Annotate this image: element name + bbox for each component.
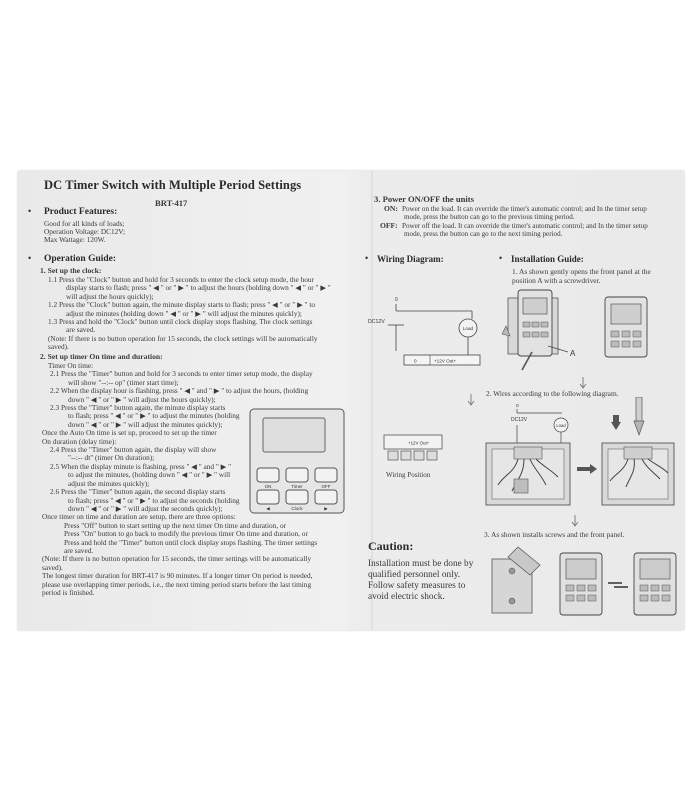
timer-line: period is finished. xyxy=(42,587,95,597)
clock-step-line: 1.2 Press the "Clock" button again, the minute display starts to flash; press " ◀ " or " ▶ " to xyxy=(48,300,316,310)
install-step2-text: 2. Wires according to the following diagram. xyxy=(486,389,619,398)
timer-line: to adjust the minutes, (holding down " ◀ " or " ▶ " will xyxy=(68,470,231,480)
timer-button xyxy=(286,468,308,482)
right-button xyxy=(315,490,337,504)
feature-line: Max Wattage: 120W. xyxy=(44,235,106,244)
operation-heading: Operation Guide: xyxy=(44,254,117,264)
timer-line: 2.6 Press the "Timer" button again, the second display starts xyxy=(50,487,226,497)
power-off-text: Power off the load. It can override the timer's automatic control; and In the timer setup xyxy=(402,222,648,230)
caution-line: avoid electric shock. xyxy=(368,592,445,602)
terminal-zero: 0 xyxy=(414,358,417,364)
timer-heading: 2. Set up timer On time and duration: xyxy=(40,352,163,361)
caution-line: Follow safety measures to xyxy=(368,581,466,591)
power-on-text: Power on the load. It can override the timer's automatic control; and In the timer setup xyxy=(402,205,647,213)
timer-button-label: Timer xyxy=(291,484,303,489)
marker-a: A xyxy=(570,349,576,358)
timer-line: On duration (delay time): xyxy=(42,436,117,446)
clock-button-label: Clock xyxy=(291,506,303,511)
timer-line: 2.2 When the display hour is flashing, press " ◀ " and " ▶ " to adjust the hours, (holding xyxy=(50,386,309,396)
power-on-label: ON: xyxy=(384,204,398,213)
panel-display xyxy=(263,418,325,452)
clock-step-line: are saved. xyxy=(66,325,96,335)
left-arrow-label: ◀ xyxy=(266,506,270,511)
on-button xyxy=(257,468,279,482)
features-heading: Product Features: xyxy=(44,207,118,217)
wired-box-illustration-left xyxy=(484,439,572,509)
bullet-icon: • xyxy=(28,253,32,263)
bullet-icon: • xyxy=(365,253,369,263)
load-label: Load xyxy=(462,326,474,331)
timer-line: adjust the minutes quickly); xyxy=(68,478,150,488)
off-button xyxy=(315,468,337,482)
step2-load: Load xyxy=(556,423,566,428)
power-off-text: mode, press the button can go to the next timing period. xyxy=(404,230,563,238)
wired-box-illustration-right xyxy=(600,439,676,509)
on-button-label: ON xyxy=(264,484,272,489)
timer-line: Timer On time: xyxy=(48,361,94,370)
down-arrow-icon xyxy=(466,393,476,407)
feature-line: Good for all kinds of loads; xyxy=(44,219,125,228)
timer-line: 2.5 When the display minute is flashing, press " ◀ " and " ▶ " xyxy=(50,461,232,471)
bullet-icon: • xyxy=(499,253,503,263)
wire-zero-label: 0 xyxy=(395,297,398,303)
down-arrow-icon xyxy=(578,376,588,390)
feature-line: Operation Voltage: DC12V; xyxy=(44,227,126,236)
power-off-label: OFF: xyxy=(380,221,398,230)
timer-line: Once the Auto On time is set up, proceed to set up the timer xyxy=(42,428,217,438)
model-number: BRT-417 xyxy=(155,198,188,208)
caution-heading: Caution: xyxy=(368,539,414,553)
right-arrow-icon xyxy=(576,463,598,475)
power-heading: 3. Power ON/OFF the units xyxy=(374,194,475,204)
timer-line: will show "--:-- op" (timer start time); xyxy=(68,377,179,387)
document-title: DC Timer Switch with Multiple Period Settings xyxy=(44,178,302,192)
clock-step-line: (Note: If there is no button operation for 15 seconds, the clock settings will be automatically xyxy=(48,333,318,343)
timer-line: Once timer on time and duration are setup, there are three options: xyxy=(42,512,236,522)
timer-line: 2.4 Press the "Timer" button again, the display will show xyxy=(50,445,217,455)
clock-step-line: adjust the minutes (holding down " ◀ " or " ▶ " will adjust the minutes quickly); xyxy=(66,308,302,318)
install-step1-text: 1. As shown gently opens the front panel at the xyxy=(512,267,651,276)
bullet-icon: • xyxy=(28,206,32,216)
timer-line: 2.1 Press the "Timer" button and hold for 3 seconds to enter timer setup mode, the display xyxy=(50,369,313,379)
clock-heading: 1. Set up the clock: xyxy=(40,266,102,275)
timer-line: to flash; press " ◀ " or " ▶ " to adjust the seconds (holding xyxy=(68,495,240,505)
timer-line: saved). xyxy=(42,562,63,572)
timer-line: down " ◀ " or " ▶ " will adjust the minutes quickly); xyxy=(68,419,223,429)
clock-button xyxy=(286,490,308,504)
timer-line: down " ◀ " or " ▶ " will adjust the seconds quickly); xyxy=(68,503,223,513)
clock-step-line: will adjust the hours quickly); xyxy=(66,291,154,301)
timer-line: down " ◀ " or " ▶ " will adjust the hours quickly); xyxy=(68,394,216,404)
clock-step-line: saved). xyxy=(48,342,69,352)
wiring-position-caption: Wiring Position xyxy=(386,471,431,479)
timer-line: are saved. xyxy=(64,545,94,555)
dc12v-label: DC12V xyxy=(368,319,385,325)
step2-dc12v: DC12V xyxy=(511,417,528,423)
timer-line: (Note: If there is no button operation for 15 seconds, the timer settings will be automatically xyxy=(42,554,312,564)
terminal-out: +12V Out+ xyxy=(434,358,457,364)
timer-line: Press "On" button to go back to modify the previous timer On time and duration, or xyxy=(64,529,308,539)
off-button-label: OFF xyxy=(321,484,331,489)
caution-line: qualified personnel only. xyxy=(368,570,461,580)
clock-step-line: display starts to flash; press " ◀ " or " ▶ " to adjust the hours (holding down " ◀ " or " ▶ " xyxy=(66,283,331,293)
right-arrow-label: ▶ xyxy=(324,506,328,511)
install-step3-text: 3. As shown installs screws and the front panel. xyxy=(484,530,625,539)
timer-line: 2.3 Press the "Timer" button again, the minute display starts xyxy=(50,403,226,413)
final-install-illustration xyxy=(484,543,680,625)
timer-panel-illustration xyxy=(249,408,345,514)
left-button xyxy=(257,490,279,504)
open-panel-illustration xyxy=(500,286,578,372)
timer-line: please use overlapping timer periods, i.e., the next timing period starts before the last timing xyxy=(42,579,312,589)
install-step1-text: position A with a screwdriver. xyxy=(512,276,601,285)
power-on-text: mode, press the button can go to the previous timing period. xyxy=(404,213,575,221)
clock-steps xyxy=(40,276,340,352)
caution-line: Installation must be done by xyxy=(368,559,474,569)
timer-line: The longest timer duration for BRT-417 is 90 minutes. If a longer timer On period is needed, xyxy=(42,571,313,581)
screwdriver-icon xyxy=(626,397,652,437)
install-heading: Installation Guide: xyxy=(511,254,584,264)
down-arrow-icon xyxy=(610,414,622,432)
timer-line: "--:-- dt" (timer On duration); xyxy=(68,453,155,463)
closed-panel-illustration xyxy=(603,295,649,359)
timer-line: Press and hold the "Timer" button until clock display stops flashing. The timer settings xyxy=(64,537,318,547)
down-arrow-icon xyxy=(570,514,580,528)
wiring-diagram xyxy=(368,289,488,379)
step2-zero: 0 xyxy=(516,404,519,409)
clock-step-line: 1.3 Press and hold the "Clock" button until clock display stops flashing. The clock settings xyxy=(48,317,313,327)
instruction-sheet xyxy=(18,171,684,630)
timer-line: to flash; press " ◀ " or " ▶ " to adjust the minutes (holding xyxy=(68,411,240,421)
terminal-label: +12V Out+ xyxy=(408,440,430,446)
timer-line: Press "Off" button to start setting up the next timer On time and duration, or xyxy=(64,520,287,530)
wiring-heading: Wiring Diagram: xyxy=(377,254,444,264)
clock-step-line: 1.1 Press the "Clock" button and hold for 3 seconds to enter the clock setup mode, the hour xyxy=(48,275,314,284)
